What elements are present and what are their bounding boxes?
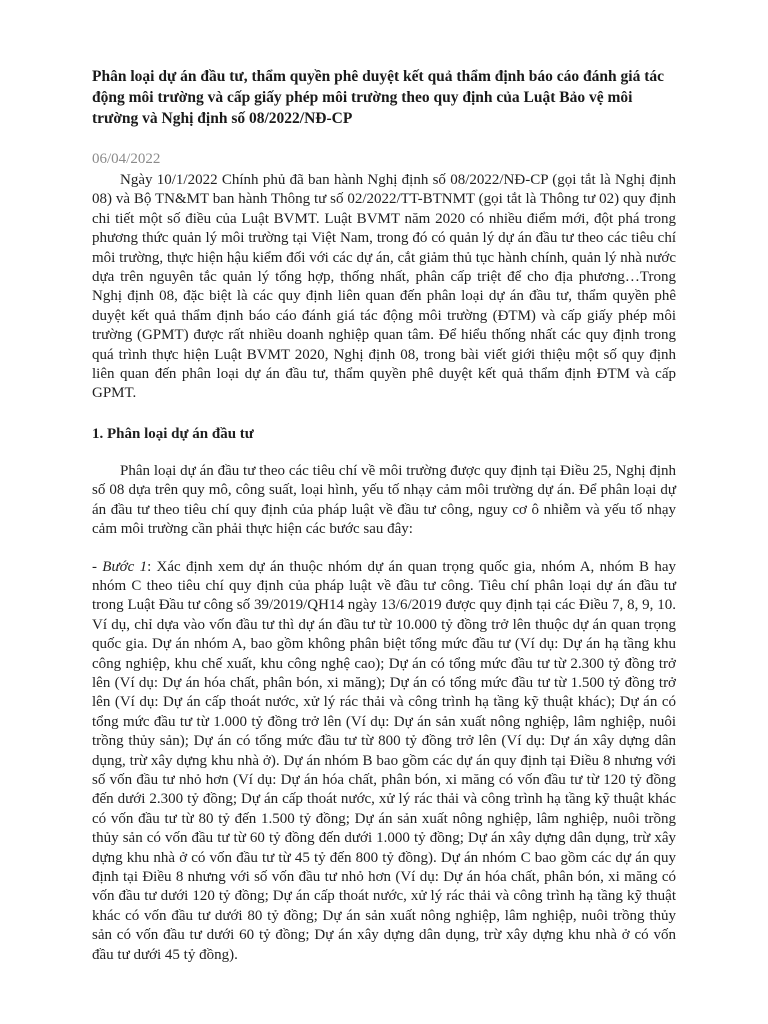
article-title: Phân loại dự án đầu tư, thẩm quyền phê duyệt kết quả thẩm định báo cáo đánh giá tác động môi trường và cấp giấy phép môi trường theo quy định của Luật Bảo vệ môi trường và Nghị định số 08/2022/NĐ-CP [92, 68, 665, 127]
article-date: 06/04/2022 [92, 151, 161, 167]
step-1-paragraph [92, 558, 676, 966]
intro-paragraph: Ngày 10/1/2022 Chính phủ đã ban hành Nghị định số 08/2022/NĐ-CP (gọi tắt là Nghị định 08) và Bộ TN&MT ban hành Thông tư số 02/2022/TT-BTNMT (gọi tắt là Thông tư 02) quy định chi tiết một số điều của Luật BVMT. Luật BVMT năm 2020 có nhiều điểm mới, đột phá trong phương thức quản lý môi trường tại Việt Nam, trong đó có quản lý dự án đầu tư theo các tiêu chí môi trường, thực hiện hậu kiểm đối với các dự án, cắt giảm thủ tục hành chính, quản lý nhà nước dựa trên nguyên tắc quản lý tổng hợp, thống nhất, phân cấp triệt để cho địa phương…Trong Nghị định 08, đặc biệt là các quy định liên quan đến phân loại dự án đầu tư, thẩm quyền phê duyệt kết quả thẩm định báo cáo đánh giá tác động môi trường (ĐTM) và cấp giấy phép môi trường (GPMT) được rất nhiều doanh nghiệp quan tâm. Để hiểu thống nhất các quy định trong quá trình thực hiện Luật BVMT 2020, Nghị định 08, trong bài viết giới thiệu một số quy định liên quan đến phân loại dự án đầu tư, thẩm quyền phê duyệt kết quả thẩm định ĐTM và cấp GPMT. [92, 172, 676, 402]
section-heading: 1. Phân loại dự án đầu tư [92, 425, 254, 442]
step-1-prefix: - [92, 558, 103, 575]
step-1-text: : Xác định xem dự án thuộc nhóm dự án quan trọng quốc gia, nhóm A, nhóm B hay nhóm C theo tiêu chí quy định của pháp luật về đầu tư công. Tiêu chí phân loại dự án đầu tư trong Luật Đầu tư công số 39/2019/QH14 ngày 13/6/2019 được quy định tại các Điều 7, 8, 9, 10. Ví dụ, chỉ dựa vào vốn đầu tư thì dự án đầu tư từ 10.000 tỷ đồng trở lên thuộc dự án quan trọng quốc gia. Dự án nhóm A, bao gồm không phân biệt tổng mức đầu tư (Ví dụ: Dự án hạ tầng khu công nghiệp, khu chế xuất, khu công nghệ cao); Dự án có tổng mức đầu tư từ 2.300 tỷ đồng trở lên (Ví dụ: Dự án hóa chất, phân bón, xi măng); Dự án có tổng mức đầu tư từ 1.500 tỷ đồng trở lên (Ví dụ: Dự án cấp thoát nước, xử lý rác thải và công trình hạ tầng kỹ thuật khác); Dự án có tổng mức đầu tư từ 1.000 tỷ đồng trở lên (Ví dụ: Dự án sản xuất nông nghiệp, lâm nghiệp, nuôi trồng thủy sản); Dự án có tổng mức đầu tư từ 800 tỷ đồng trở lên (Ví dụ: Dự án xây dựng dân dụng, trừ xây dựng khu nhà ở). Dự án nhóm B bao gồm các dự án quy định tại Điều 8 nhưng với số vốn đầu tư nhỏ hơn (Ví dụ: Dự án hóa chất, phân bón, xi măng có vốn đầu tư từ 120 tỷ đồng đến dưới 2.300 tỷ đồng; Dự án cấp thoát nước, xử lý rác thải và công trình hạ tầng kỹ thuật khác có vốn đầu tư từ 80 tỷ đến 1.500 tỷ đồng; Dự án sản xuất nông nghiệp, lâm nghiệp, nuôi trồng thủy sản có vốn đầu tư từ 60 tỷ đồng đến dưới 1.000 tỷ đồng; Dự án xây dựng dân dụng, trừ xây dựng khu nhà ở có vốn đầu tư từ 45 tỷ đến 800 tỷ đồng). Dự án nhóm C bao gồm các dự án quy định tại Điều 8 nhưng với số vốn đầu tư nhỏ hơn (Ví dụ: Dự án hóa chất, phân bón, xi măng có vốn đầu tư dưới 120 tỷ đồng; Dự án cấp thoát nước, xử lý rác thải và công trình hạ tầng kỹ thuật khác có vốn đầu tư dưới 80 tỷ đồng; Dự án sản xuất nông nghiệp, lâm nghiệp, nuôi trồng thủy sản có vốn đầu tư dưới 60 tỷ đồng; Dự án xây dựng dân dụng, trừ xây dựng khu nhà ở có vốn đầu tư dưới 45 tỷ đồng). [92, 558, 676, 963]
section-paragraph: Phân loại dự án đầu tư theo các tiêu chí về môi trường được quy định tại Điều 25, Nghị định số 08 dựa trên quy mô, công suất, loại hình, yếu tố nhạy cảm môi trường dự án. Để phân loại dự án đầu tư theo tiêu chí quy định của pháp luật về đầu tư công, nguy cơ ô nhiễm và yếu tố nhạy cảm môi trường cần phải thực hiện các bước sau đây: [92, 462, 676, 538]
step-1-label: Bước 1 [102, 558, 148, 575]
